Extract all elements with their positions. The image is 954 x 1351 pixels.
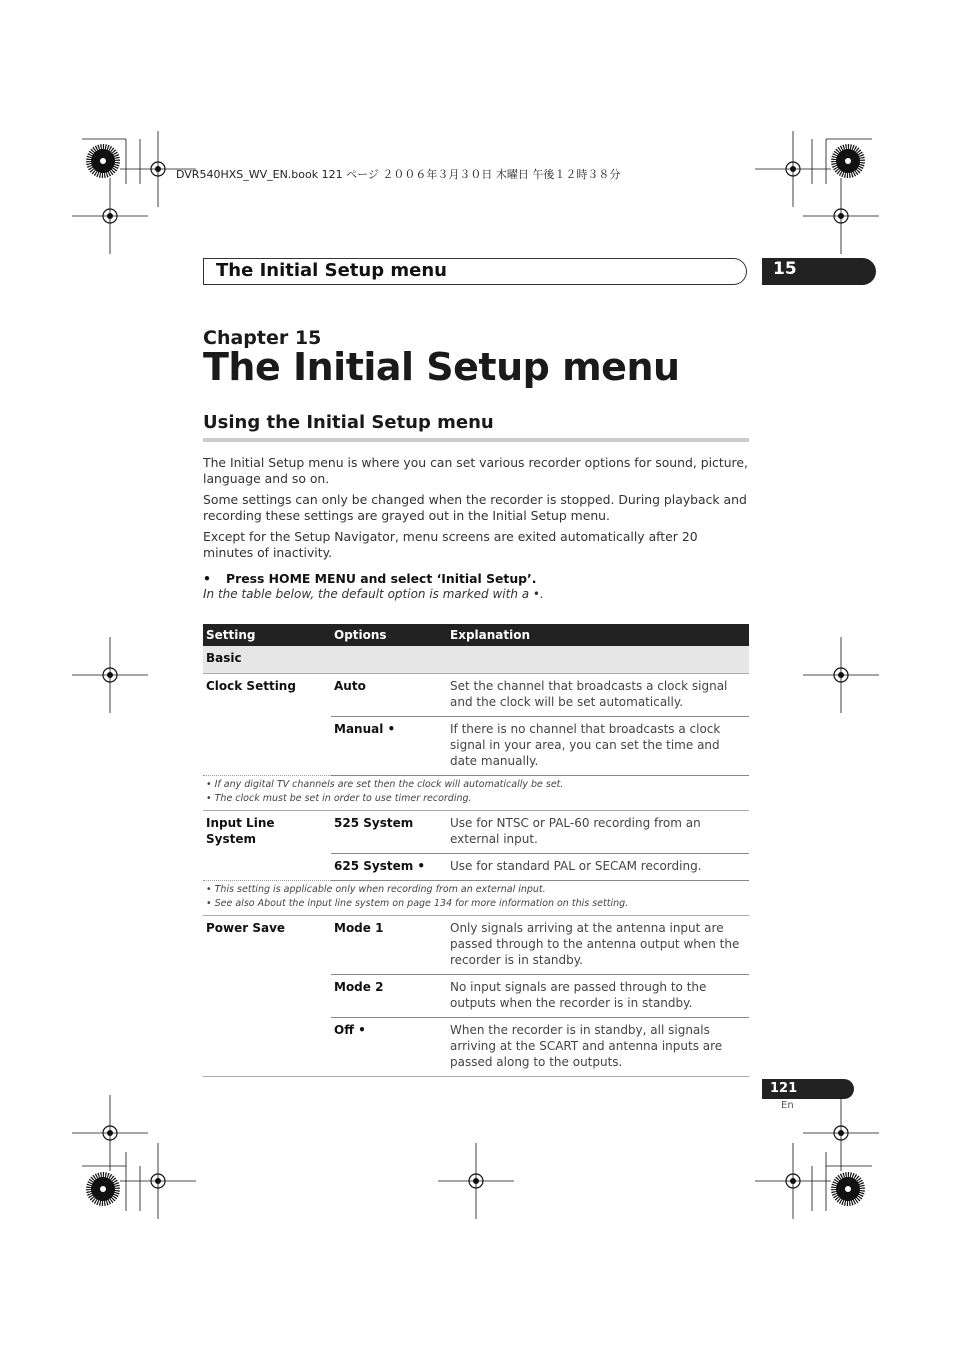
setting-name: Clock Setting	[206, 679, 296, 693]
registration-star-icon	[86, 1172, 120, 1206]
option-explanation: Use for NTSC or PAL-60 recording from an external input.	[447, 811, 749, 854]
registration-cross-icon	[72, 637, 148, 713]
chapter-title: The Initial Setup menu	[203, 345, 680, 389]
table-note	[203, 881, 749, 916]
section-title: Using the Initial Setup menu	[203, 412, 494, 433]
setting-name: Power Save	[203, 916, 331, 1077]
setting-name: Input Line System	[206, 816, 275, 846]
table-note-line: • This setting is applicable only when recording from an external input.	[206, 884, 546, 895]
column-header: Setting	[203, 624, 331, 646]
table-header-row	[203, 624, 749, 646]
settings-table	[203, 624, 749, 1077]
option-name: Manual •	[331, 717, 447, 776]
page-number: 121	[770, 1081, 798, 1096]
paragraph: Some settings can only be changed when the recorder is stopped. During playback and recording these settings are grayed out in the Initial Setup menu.	[203, 492, 747, 523]
registration-cross-icon	[803, 637, 879, 713]
registration-star-icon	[86, 144, 120, 178]
table-note-row	[203, 881, 749, 916]
option-explanation: Use for standard PAL or SECAM recording.	[447, 854, 749, 881]
column-header: Explanation	[447, 624, 749, 646]
option-name: Mode 1	[331, 916, 447, 975]
option-explanation: Set the channel that broadcasts a clock signal and the clock will be set automatically.	[447, 674, 749, 717]
chapter-tab-number: 15	[773, 259, 797, 279]
option-name: Off •	[331, 1018, 447, 1077]
table-note	[203, 776, 749, 811]
option-explanation: No input signals are passed through to the outputs when the recorder is in standby.	[447, 975, 749, 1018]
table-note-line: • The clock must be set in order to use timer recording.	[206, 793, 472, 804]
option-name: Auto	[331, 674, 447, 717]
section-rule	[203, 438, 749, 442]
running-header-title: The Initial Setup menu	[216, 260, 447, 281]
paragraph: The Initial Setup menu is where you can set various recorder options for sound, picture, language and so on.	[203, 455, 748, 486]
table-row	[203, 674, 749, 717]
registration-cross-icon	[72, 1095, 148, 1171]
registration-cross-icon	[803, 178, 879, 254]
registration-cross-icon	[755, 1143, 831, 1219]
default-option-note: In the table below, the default option is marked with a •.	[203, 587, 544, 601]
registration-cross-icon	[438, 1143, 514, 1219]
registration-star-icon	[831, 1172, 865, 1206]
registration-cross-icon	[803, 1095, 879, 1171]
registration-star-icon	[831, 144, 865, 178]
table-row	[203, 811, 749, 854]
option-name: 625 System •	[331, 854, 447, 881]
step-bullet: •	[203, 571, 211, 586]
category-row	[203, 646, 749, 674]
chapter-label: Chapter 15	[203, 327, 322, 349]
step-text: Press HOME MENU and select ‘Initial Setup’.	[226, 571, 537, 586]
category-label: Basic	[203, 646, 749, 674]
option-name: Mode 2	[331, 975, 447, 1018]
option-explanation: Only signals arriving at the antenna input are passed through to the antenna output when the recorder is in standby.	[447, 916, 749, 975]
option-explanation: When the recorder is in standby, all signals arriving at the SCART and antenna inputs are passed along to the outputs.	[447, 1018, 749, 1077]
registration-cross-icon	[120, 1143, 196, 1219]
registration-cross-icon	[755, 131, 831, 207]
table-note-line: • If any digital TV channels are set then the clock will automatically be set.	[206, 779, 564, 790]
table-note-row	[203, 776, 749, 811]
option-explanation: If there is no channel that broadcasts a clock signal in your area, you can set the time and date manually.	[447, 717, 749, 776]
print-header: DVR540HXS_WV_EN.book 121 ページ ２００６年３月３０日 木曜日 午後１２時３８分	[176, 168, 621, 181]
table-row	[203, 916, 749, 975]
paragraph: Except for the Setup Navigator, menu screens are exited automatically after 20 minutes of inactivity.	[203, 529, 698, 560]
option-name: 525 System	[331, 811, 447, 854]
column-header: Options	[331, 624, 447, 646]
instruction-step	[203, 571, 536, 586]
registration-cross-icon	[72, 178, 148, 254]
page-language: En	[781, 1100, 794, 1111]
table-note-line: • See also About the input line system on page 134 for more information on this setting.	[206, 898, 629, 909]
